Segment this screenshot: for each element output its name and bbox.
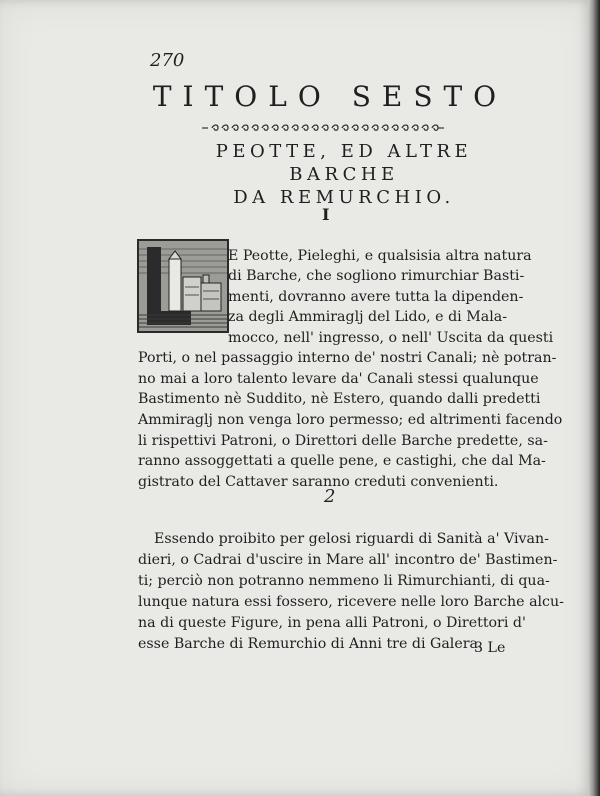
catchword: 3 Le (474, 640, 506, 656)
text-line: menti, dovranno avere tutta la dipenden- (228, 289, 524, 305)
article-number: 2 (324, 486, 336, 507)
text-line: esse Barche di Remurchio di Anni tre di Galera. (138, 636, 483, 652)
text-line: gistrato del Cattaver saranno creduti convenienti. (138, 474, 499, 490)
text-line: ti; perciò non potranno nemmeno li Rimurchianti, di qua- (138, 573, 550, 589)
text-line: Essendo proibito per gelosi riguardi di Sanità a' Vivan- (154, 531, 549, 547)
page-edge (588, 0, 600, 796)
text-line: E Peotte, Pieleghi, e qualsisia altra natura (228, 248, 532, 264)
text-line: Porti, o nel passaggio interno de' nostri Canali; nè potran- (138, 350, 557, 366)
text-line: Bastimento nè Suddito, nè Estero, quando dalli predetti (138, 391, 541, 407)
text-line: mocco, nell' ingresso, o nell' Uscita da questi (228, 330, 554, 346)
text-line: di Barche, che sogliono rimurchiar Basti- (228, 268, 525, 284)
text-line: za degli Ammiraglj del Lido, e di Mala- (228, 309, 507, 325)
article-number: I (322, 205, 330, 224)
chapter-heading-line: DA REMURCHIO. (233, 187, 455, 208)
text-line: na di queste Figure, in pena alli Patroni, o Direttori d' (138, 615, 526, 631)
chapter-heading (160, 140, 528, 209)
ornament-rule (200, 123, 446, 133)
page-number: 270 (150, 50, 185, 71)
text-line: no mai a loro talento levare da' Canali stessi qualunque (138, 371, 539, 387)
decorated-initial-illustration (137, 239, 229, 333)
text-line: ranno assoggettati a quelle pene, e castighi, che dal Ma- (138, 453, 546, 469)
text-line: dieri, o Cadrai d'uscire in Mare all' incontro de' Bastimen- (138, 552, 558, 568)
text-line: Ammiraglj non venga loro permesso; ed altrimenti facendo (138, 412, 563, 428)
section-title: TITOLO SESTO (152, 80, 508, 113)
text-line: li rispettivi Patroni, o Direttori delle Barche predette, sa- (138, 433, 548, 449)
text-line: lunque natura essi fossero, ricevere nelle loro Barche alcu- (138, 594, 564, 610)
chapter-heading-line: PEOTTE, ED ALTRE BARCHE (215, 141, 473, 185)
